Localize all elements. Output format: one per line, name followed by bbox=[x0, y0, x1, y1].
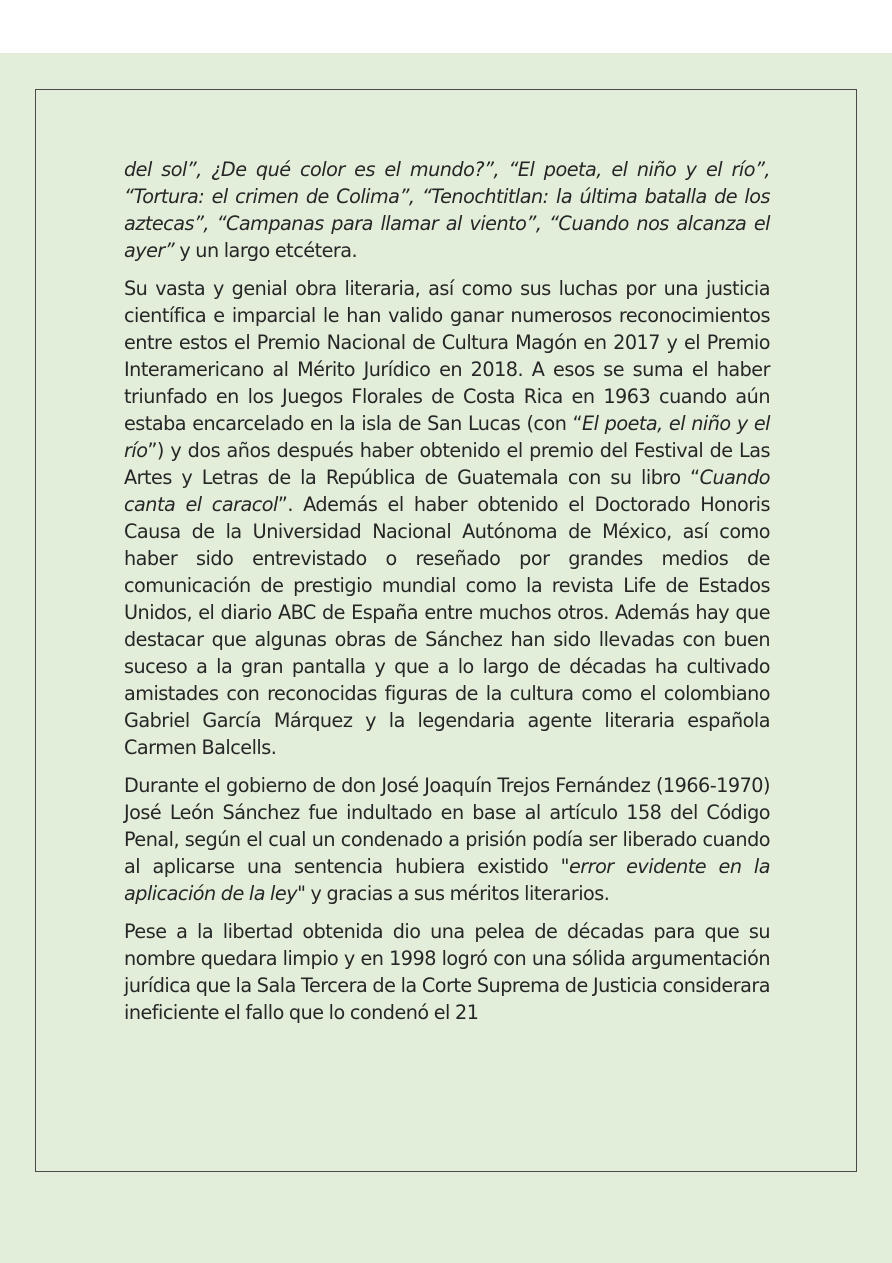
text-segment: Durante el gobierno de don José Joaquín Trejos Fernández (1966-1970) José León Sánchez fue indultado en base al artículo 158 del Código Penal, según el cual un condenado a prisión podía ser liberado cuando al aplicarse una sentencia hubiera existido " bbox=[124, 774, 770, 878]
italic-text: El poeta, el niño y el río bbox=[124, 412, 771, 462]
text-segment: Pese a la libertad obtenida dio una pelea de décadas para que su nombre quedara limpio y en 1998 logró con una sólida argumentación jurídica que la Sala Tercera de la Corte Suprema de Justicia considerara ineficiente el fallo que lo condenó el 21 bbox=[124, 920, 770, 1024]
text-segment: y un largo etcétera. bbox=[174, 239, 358, 262]
text-segment: ”) y dos años después haber obtenido el premio del Festival de Las Artes y Letras de la República de Guatemala con su libro “ bbox=[124, 439, 770, 489]
text-segment: Su vasta y genial obra literaria, así como sus luchas por una justicia científica e imparcial le han valido ganar numerosos reconocimientos entre estos el Premio Nacional de Cultura Magón en 2017 y el Premio Interamericano al Mérito Jurídico en 2018. A esos se suma el haber triunfado en los Juegos Florales de Costa Rica en 1963 cuando aún estaba encarcelado en la isla de San Lucas (con “ bbox=[124, 277, 770, 435]
paragraph-3 bbox=[124, 772, 770, 907]
text-segment: ”. Además el haber obtenido el Doctorado Honoris Causa de la Universidad Nacional Autónoma de México, así como haber sido entrevistado o reseñado por grandes medios de comunicación de prestigio mundial como la revista Life de Estados Unidos, el diario ABC de España entre muchos otros. Además hay que destacar que algunas obras de Sánchez han sido llevadas con buen suceso a la gran pantalla y que a lo largo de décadas ha cultivado amistades con reconocidas figuras de la cultura como el colombiano Gabriel García Márquez y la legendaria agente literaria española Carmen Balcells. bbox=[124, 493, 770, 759]
italic-text: Cuando canta el caracol bbox=[124, 466, 770, 516]
italic-text: error evidente en la aplicación de la ley bbox=[124, 855, 771, 905]
paragraph-1 bbox=[124, 156, 770, 264]
paragraph-2 bbox=[124, 275, 770, 761]
body-text bbox=[124, 156, 770, 1037]
italic-text: del sol”, ¿De qué color es el mundo?”, “El poeta, el niño y el río”, “Tortura: el crimen de Colima”, “Tenochtitlan: la última batalla de los aztecas”, “Campanas para llamar al viento”, “Cuando nos alcanza el ayer” bbox=[124, 158, 770, 262]
paragraph-4 bbox=[124, 918, 770, 1026]
text-segment: " y gracias a sus méritos literarios. bbox=[297, 882, 610, 905]
